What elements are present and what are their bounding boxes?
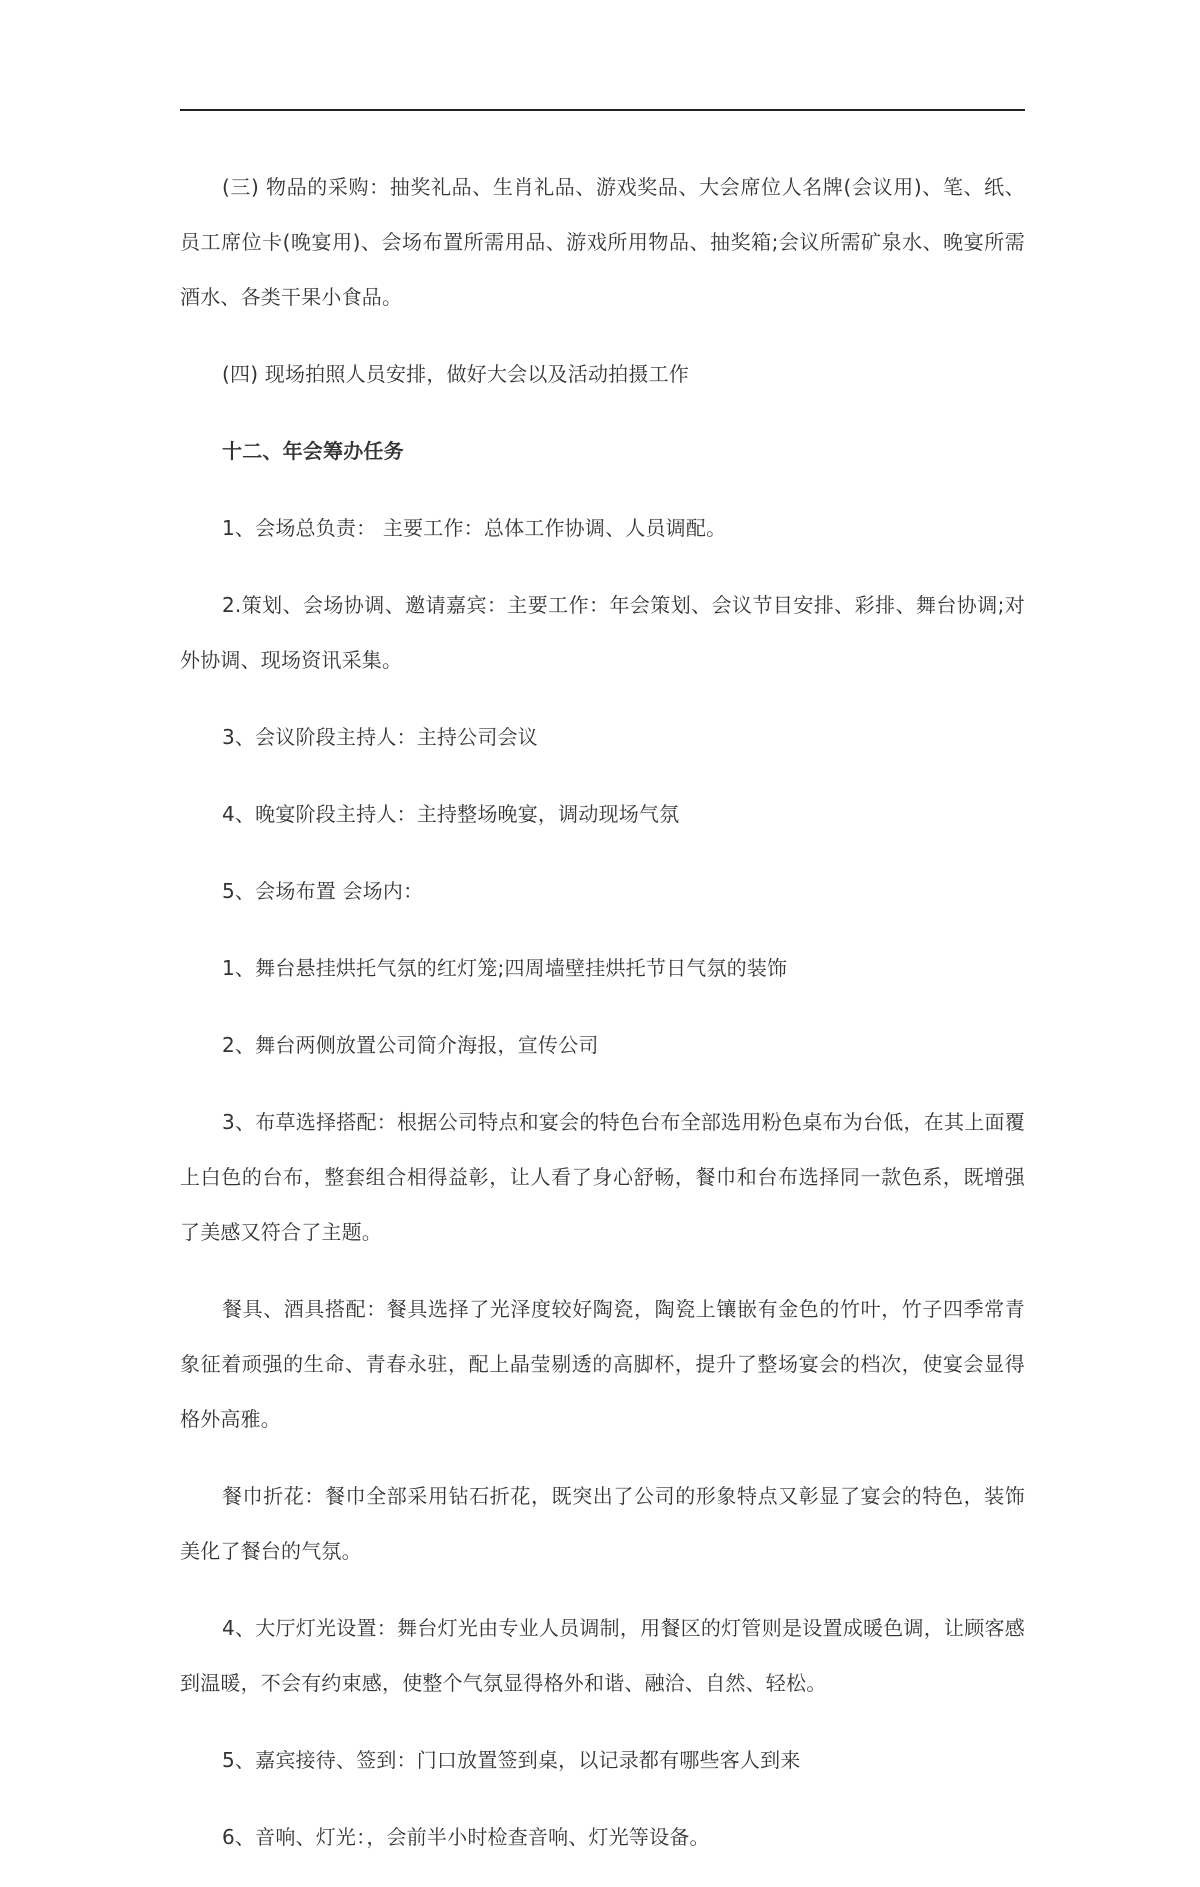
paragraph-task-4: 4、晚宴阶段主持人：主持整场晚宴，调动现场气氛 [222, 802, 680, 826]
paragraph-venue-2: 2、舞台两侧放置公司简介海报，宣传公司 [222, 1033, 599, 1057]
paragraph-photography: (四) 现场拍照人员安排，做好大会以及活动拍摄工作 [222, 362, 689, 386]
paragraph-task-1: 1、会场总负责： 主要工作：总体工作协调、人员调配。 [222, 516, 727, 540]
paragraph-napkin: 餐巾折花：餐巾全部采用钻石折花，既突出了公司的形象特点又彰显了宴会的特色，装饰美化了餐台的气氛。 [180, 1484, 1025, 1563]
paragraph-task-3: 3、会议阶段主持人：主持公司会议 [222, 725, 538, 749]
paragraph-audio: 6、音响、灯光：，会前半小时检查音响、灯光等设备。 [222, 1825, 710, 1849]
section-heading: 十二、年会筹办任务 [222, 439, 404, 463]
paragraph-tableware: 餐具、酒具搭配：餐具选择了光泽度较好陶瓷，陶瓷上镶嵌有金色的竹叶，竹子四季常青象征着顽强的生命、青春永驻，配上晶莹剔透的高脚杯，提升了整场宴会的档次，使宴会显得格外高雅。 [180, 1297, 1025, 1431]
paragraph-task-5: 5、会场布置 会场内： [222, 879, 424, 903]
header-rule [180, 109, 1025, 111]
paragraph-lighting: 4、大厅灯光设置：舞台灯光由专业人员调制，用餐区的灯管则是设置成暖色调，让顾客感到温暖，不会有约束感，使整个气氛显得格外和谐、融洽、自然、轻松。 [180, 1616, 1025, 1695]
paragraph-reception: 5、嘉宾接待、签到：门口放置签到桌，以记录都有哪些客人到来 [222, 1748, 801, 1772]
paragraph-task-2: 2.策划、会场协调、邀请嘉宾：主要工作：年会策划、会议节目安排、彩排、舞台协调;对外协调、现场资讯采集。 [180, 593, 1025, 672]
paragraph-venue-3: 3、布草选择搭配：根据公司特点和宴会的特色台布全部选用粉色桌布为台低，在其上面覆上白色的台布，整套组合相得益彰，让人看了身心舒畅，餐巾和台布选择同一款色系，既增强了美感又符合了主题。 [180, 1110, 1025, 1244]
paragraph-procurement: (三) 物品的采购：抽奖礼品、生肖礼品、游戏奖品、大会席位人名牌(会议用)、笔、纸、员工席位卡(晚宴用)、会场布置所需用品、游戏所用物品、抽奖箱;会议所需矿泉水、晚宴所需酒水、各类干果小食品。 [180, 175, 1025, 309]
paragraph-venue-1: 1、舞台悬挂烘托气氛的红灯笼;四周墙壁挂烘托节日气氛的装饰 [222, 956, 788, 980]
document-body [180, 160, 1025, 1887]
